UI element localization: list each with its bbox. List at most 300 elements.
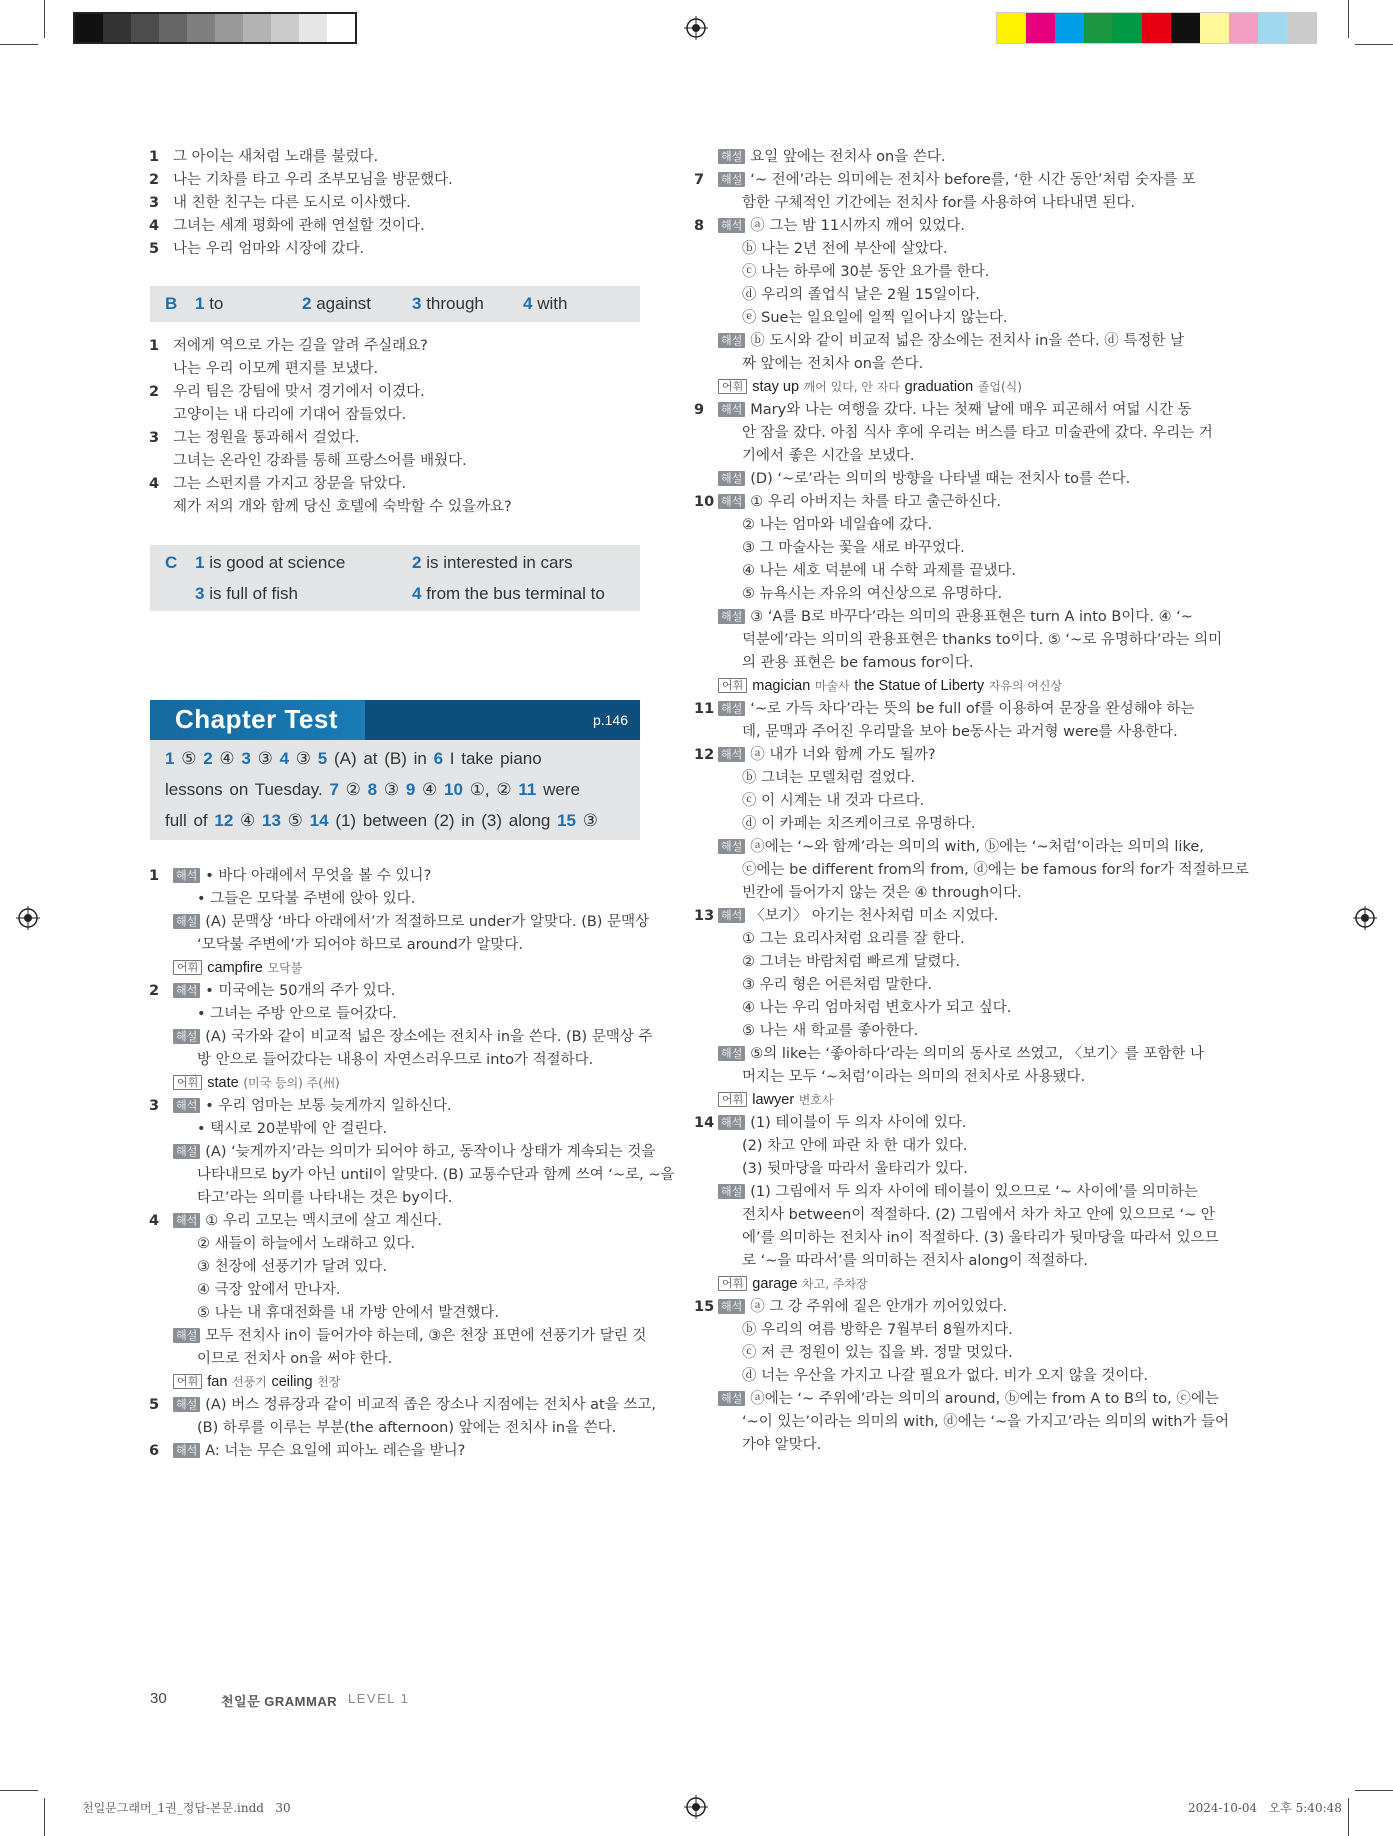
explanation-line: [694, 744, 1194, 767]
line-text: (D) ‘~로’라는 의미의 방향을 나타낼 때는 전치사 to를 쓴다.: [750, 471, 1131, 487]
translation-label: 해석: [718, 747, 745, 762]
answer-number: 9: [405, 780, 416, 799]
translation-label: 해석: [173, 1098, 200, 1113]
list-item: [149, 146, 649, 169]
explanation-label: 해설: [718, 471, 745, 486]
crop-mark: [44, 1798, 45, 1836]
explanation-line: [149, 934, 649, 957]
answer-box-b: [150, 286, 640, 322]
process-color-bar: [996, 12, 1317, 44]
explanation-line: [149, 1279, 649, 1302]
item-number: 4: [149, 476, 160, 492]
explanation-line: [694, 905, 1194, 928]
line-text: Mary와 나는 여행을 갔다. 나는 첫째 날에 매우 피곤해서 여덟 시간 동: [750, 402, 1192, 418]
vocab-gloss: 변호사: [798, 1093, 834, 1107]
answer-item: 3 through: [412, 294, 484, 313]
list-item: [149, 238, 649, 261]
color-swatch: [1258, 13, 1287, 43]
vocab-gloss: 선풍기: [232, 1375, 267, 1389]
answer-value: ③: [295, 749, 312, 768]
explanation-line: [149, 1072, 649, 1095]
explanation-line: [149, 1371, 649, 1394]
answer-number: 5: [317, 749, 328, 768]
line-text: ⓐ 그 강 주위에 짙은 안개가 끼어있었다.: [750, 1299, 1008, 1315]
item-text: 우리 팀은 강팀에 맞서 경기에서 이겼다.: [173, 384, 425, 400]
explanation-line: [694, 629, 1223, 652]
entry-number: 10: [694, 494, 715, 510]
translation-label: 해석: [173, 1213, 200, 1228]
line-text: ‘모닥불 주변에’가 되어야 하므로 around가 알맞다.: [197, 937, 523, 953]
explanation-label: 해설: [718, 149, 745, 164]
answer-value: ⑤: [181, 749, 197, 768]
answer-value: were: [543, 780, 580, 799]
vocab-gloss: 졸업(식): [977, 380, 1022, 394]
line-text: (A) 버스 정류장과 같이 비교적 좁은 장소나 지점에는 전치사 at을 쓰고,: [205, 1397, 656, 1413]
explanation-line: [694, 192, 1194, 215]
chapter-test-page: p.146: [592, 712, 628, 728]
line-text: (1) 그림에서 두 의자 사이에 테이블이 있으므로 ‘~ 사이에’를 의미하는: [750, 1184, 1198, 1200]
answer-value: ⑤: [287, 811, 303, 830]
box-letter: B: [165, 294, 178, 313]
line-text: ⓑ 그녀는 모델처럼 걸었다.: [742, 770, 916, 786]
explanation-line: [149, 1049, 649, 1072]
answer-value: ④: [240, 811, 256, 830]
explanation-line: [694, 468, 1194, 491]
translation-label: 해석: [173, 983, 200, 998]
item-number: 4: [149, 218, 160, 234]
entry-number: 9: [694, 402, 705, 418]
entry-number: 7: [694, 172, 705, 188]
color-swatch: [1055, 13, 1084, 43]
entry-number: 13: [694, 908, 715, 924]
explanation-line: [149, 1440, 649, 1463]
box-letter: C: [165, 553, 178, 572]
item-number: 3: [149, 430, 160, 446]
answer-list-b: [149, 335, 649, 519]
explanation-line: [149, 1256, 649, 1279]
line-text: ⓑ 도시와 같이 비교적 넓은 장소에는 전치사 in을 쓴다. ⓓ 특정한 날: [750, 333, 1184, 349]
explanation-label: 해설: [173, 1144, 200, 1159]
answer-number: 6: [433, 749, 444, 768]
registration-mark-icon: [1353, 906, 1377, 930]
answer-number: 10: [444, 780, 463, 799]
item-text: 저에게 역으로 가는 길을 알려 주실래요?: [173, 338, 428, 354]
entry-number: 12: [694, 747, 715, 763]
vocab-label: 어휘: [718, 379, 747, 394]
explanation-line: [694, 238, 1194, 261]
item-text: 그는 스펀지를 가지고 창문을 닦았다.: [173, 476, 407, 492]
line-text: ⑤ 뉴욕시는 자유의 여신상으로 유명하다.: [742, 586, 1003, 602]
explanation-line: [694, 974, 1194, 997]
item-text: 고양이는 내 다리에 기대어 잠들었다.: [173, 407, 407, 423]
explanation-line: [694, 1112, 1194, 1135]
line-text: ⓐ 내가 너와 함께 가도 될까?: [750, 747, 936, 763]
answer-number: 15: [557, 811, 577, 830]
entry-number: 5: [149, 1397, 160, 1413]
entry-number: 6: [149, 1443, 160, 1459]
item-text: 제가 저의 개와 함께 당신 호텔에 숙박할 수 있을까요?: [173, 499, 512, 515]
explanation-line: [149, 1164, 675, 1187]
explanation-line: [149, 865, 649, 888]
line-text: ② 새들이 하늘에서 노래하고 있다.: [197, 1236, 416, 1252]
line-text: ⑤의 like는 ‘좋아하다’라는 의미의 동사로 쓰였고, 〈보기〉를 포함한 나: [750, 1046, 1204, 1062]
vocab-word: ceiling: [271, 1374, 313, 1390]
list-item: [149, 215, 649, 238]
explanation-line: [149, 980, 649, 1003]
item-text: 나는 우리 이모께 편지를 보냈다.: [173, 361, 379, 377]
registration-mark-icon: [16, 906, 40, 930]
vocab-word: the Statue of Liberty: [854, 678, 985, 694]
list-item: [149, 169, 649, 192]
entry-number: 1: [149, 868, 160, 884]
translation-label: 해석: [718, 908, 745, 923]
line-text: ‘~로 가득 차다’라는 뜻의 be full of를 이용하여 문장을 완성해야 하는: [750, 701, 1195, 717]
entry-number: 15: [694, 1299, 715, 1315]
color-swatch: [1229, 13, 1258, 43]
line-text: (A) 국가와 같이 비교적 넓은 장소에는 전치사 in을 쓴다. (B) 문맥상 주: [205, 1029, 653, 1045]
line-text: ④ 극장 앞에서 만나자.: [197, 1282, 341, 1298]
translation-label: 해석: [718, 494, 745, 509]
explanation-line: [694, 1204, 1215, 1227]
line-text: ⓒ에는 be different from의 from, ⓓ에는 be famous for의 for가 적절하므로: [742, 862, 1249, 878]
line-text: A: 너는 무슨 요일에 피아노 레슨을 받니?: [205, 1443, 466, 1459]
line-text: ⑤ 나는 내 휴대전화를 내 가방 안에서 발견했다.: [197, 1305, 499, 1321]
vocab-gloss: 깨어 있다, 안 자다: [803, 380, 901, 394]
line-text: ⓑ 나는 2년 전에 부산에 살았다.: [742, 241, 948, 257]
list-item: [149, 358, 649, 381]
line-text: • 그들은 모닥불 주변에 앉아 있다.: [197, 891, 416, 907]
vocab-word: garage: [752, 1276, 798, 1292]
crop-mark: [0, 1790, 38, 1791]
explanation-line: [694, 1158, 1194, 1181]
explanation-line: [694, 813, 1194, 836]
vocab-word: stay up: [752, 379, 800, 395]
explanation-line: [694, 1411, 1230, 1434]
explanation-line: [694, 353, 1194, 376]
line-text: ⓓ 이 카페는 치즈케이크로 유명하다.: [742, 816, 976, 832]
line-text: ⓒ 이 시계는 내 것과 다르다.: [742, 793, 925, 809]
answer-value: ①, ②: [469, 780, 512, 799]
explanation-line: [149, 888, 649, 911]
explanation-line: [149, 911, 649, 934]
entry-number: 2: [149, 983, 160, 999]
line-text: ⓔ Sue는 일요일에 일찍 일어나지 않는다.: [742, 310, 1008, 326]
color-swatch: [1171, 13, 1200, 43]
vocab-label: 어휘: [718, 678, 747, 693]
crop-mark: [1355, 1790, 1393, 1791]
item-text: 그녀는 온라인 강좌를 통해 프랑스어를 배웠다.: [173, 453, 467, 469]
explanation-line: [694, 928, 1194, 951]
explanation-label: 해설: [173, 1397, 200, 1412]
crop-mark: [1348, 1798, 1349, 1836]
registration-mark-icon: [684, 1795, 708, 1819]
explanation-line: [694, 1181, 1198, 1204]
line-text: ⓐ에는 ‘~ 주위에’라는 의미의 around, ⓑ에는 from A to B의 to, ⓒ에는: [750, 1391, 1219, 1407]
explanation-line: [694, 399, 1194, 422]
explanation-label: 해설: [718, 172, 745, 187]
line-text: (A) 문맥상 ‘바다 아래에서’가 적절하므로 under가 알맞다. (B) 문맥상: [205, 914, 650, 930]
entry-number: 4: [149, 1213, 160, 1229]
list-item: [149, 473, 649, 496]
explanation-line: [694, 1227, 1219, 1250]
answer-number: 8: [367, 780, 378, 799]
explanations-right: [694, 146, 1249, 1457]
print-slug-time: 2024-10-04 오후 5:40:48: [1188, 1801, 1342, 1815]
color-swatch: [997, 13, 1026, 43]
explanation-line: [694, 215, 1194, 238]
explanation-line: [694, 146, 1194, 169]
explanation-line: [694, 261, 1194, 284]
line-text: 타고’라는 의미를 나타내는 것은 by이다.: [197, 1190, 453, 1206]
answer-item: 2 is interested in cars: [412, 553, 573, 572]
footer-brand: 천일문 GRAMMAR: [221, 1694, 338, 1709]
vocab-gloss: 차고, 주차장: [802, 1277, 868, 1291]
answer-value: ③: [383, 780, 400, 799]
line-text: 요일 앞에는 전치사 on을 쓴다.: [750, 149, 946, 165]
list-item: [149, 381, 649, 404]
entry-number: 3: [149, 1098, 160, 1114]
explanation-line: [694, 767, 1194, 790]
gray-swatch: [327, 14, 355, 42]
explanation-line: [694, 1066, 1194, 1089]
list-item: [149, 404, 649, 427]
line-text: ⓓ 너는 우산을 가지고 나갈 필요가 없다. 비가 오지 않을 것이다.: [742, 1368, 1148, 1384]
explanation-line: [149, 1187, 649, 1210]
line-text: 방 안으로 들어갔다는 내용이 자연스러우므로 into가 적절하다.: [197, 1052, 594, 1068]
vocab-label: 어휘: [173, 960, 202, 975]
line-text: ④ 나는 세호 덕분에 내 수학 과제를 끝냈다.: [742, 563, 1016, 579]
answer-row: [165, 749, 542, 769]
entry-number: 11: [694, 701, 715, 717]
line-text: ⓓ 우리의 졸업식 날은 2월 15일이다.: [742, 287, 980, 303]
vocab-gloss: 자유의 여신상: [988, 679, 1063, 693]
list-item: [149, 496, 649, 519]
color-swatch: [1113, 13, 1142, 43]
gray-swatch: [103, 14, 131, 42]
chapter-test-answers: [150, 740, 640, 840]
answer-number: 12: [214, 811, 234, 830]
explanation-label: 해설: [718, 839, 745, 854]
page-number: 30: [150, 1690, 167, 1707]
list-item: [149, 427, 649, 450]
crop-mark: [1355, 44, 1393, 45]
translation-label: 해석: [173, 1443, 200, 1458]
answer-item: 1 is good at science: [195, 553, 346, 572]
color-swatch: [1287, 13, 1316, 43]
explanation-line: [694, 491, 1194, 514]
explanation-line: [149, 1026, 653, 1049]
line-text: 나타내므로 by가 아닌 until이 알맞다. (B) 교통수단과 함께 쓰여 ‘~로, ~을: [197, 1167, 675, 1183]
vocab-gloss: (미국 등의) 주(州): [243, 1076, 340, 1090]
answer-value: (A) at (B) in: [333, 749, 427, 768]
explanation-line: [149, 1233, 649, 1256]
line-text: (3) 뒷마당을 따라서 울타리가 있다.: [742, 1161, 968, 1177]
line-text: 이므로 전치사 on을 써야 한다.: [197, 1351, 393, 1367]
gray-swatch: [243, 14, 271, 42]
registration-mark-icon: [684, 16, 708, 40]
explanation-line: [694, 537, 1194, 560]
explanation-line: [694, 1296, 1194, 1319]
line-text: (2) 차고 안에 파란 차 한 대가 있다.: [742, 1138, 968, 1154]
explanation-label: 해설: [173, 1328, 200, 1343]
answer-value: ④: [422, 780, 438, 799]
vocab-word: fan: [207, 1374, 228, 1390]
explanation-line: [694, 790, 1194, 813]
explanation-line: [694, 652, 1194, 675]
line-text: ② 나는 엄마와 네일숍에 갔다.: [742, 517, 933, 533]
item-number: 3: [149, 195, 160, 211]
vocab-word: graduation: [904, 379, 974, 395]
answer-number: 11: [518, 780, 537, 799]
line-text: ① 우리 아버지는 차를 타고 출근하신다.: [750, 494, 1002, 510]
explanation-line: [694, 1342, 1194, 1365]
vocab-word: campfire: [207, 960, 263, 976]
line-text: 덕분에’라는 의미의 관용표현은 thanks to이다. ⑤ ‘~로 유명하다’라는 의미: [742, 632, 1223, 648]
color-swatch: [1142, 13, 1171, 43]
vocab-label: 어휘: [718, 1276, 747, 1291]
item-text: 그녀는 세계 평화에 관해 연설할 것이다.: [173, 218, 425, 234]
explanation-line: [694, 445, 1194, 468]
explanation-line: [694, 330, 1194, 353]
explanation-line: [694, 583, 1194, 606]
line-text: 짜 앞에는 전치사 on을 쓴다.: [742, 356, 924, 372]
line-text: 빈칸에 들어가지 않는 것은 ④ through이다.: [742, 885, 1022, 901]
vocab-gloss: 모닥불: [267, 961, 303, 975]
answer-item: 1 to: [195, 294, 224, 313]
explanation-line: [694, 376, 1194, 399]
answer-item: 2 against: [302, 294, 372, 313]
line-text: ③ 우리 형은 어른처럼 말한다.: [742, 977, 933, 993]
answer-value: (1) between (2) in (3) along: [335, 811, 551, 830]
answer-value: full of: [165, 811, 208, 830]
vocab-label: 어휘: [173, 1075, 202, 1090]
answer-row: [165, 780, 580, 800]
vocab-word: magician: [752, 678, 811, 694]
vocab-word: state: [207, 1075, 239, 1091]
crop-mark: [1348, 0, 1349, 38]
explanations-left: [149, 865, 675, 1463]
explanation-line: [694, 422, 1213, 445]
answer-value: ③: [257, 749, 273, 768]
answer-number: 1: [165, 749, 175, 768]
gray-swatch: [215, 14, 243, 42]
explanation-line: [694, 882, 1194, 905]
explanation-line: [149, 1118, 649, 1141]
explanation-line: [149, 1210, 649, 1233]
answer-row: [165, 811, 598, 831]
answer-value: ④: [219, 749, 235, 768]
line-text: 기에서 좋은 시간을 보냈다.: [742, 448, 915, 464]
explanation-line: [694, 169, 1194, 192]
vocab-gloss: 천장: [317, 1375, 341, 1389]
line-text: 전치사 between이 적절하다. (2) 그림에서 차가 차고 안에 있으므로 ‘~ 안: [742, 1207, 1215, 1223]
answer-item: 4 from the bus terminal to: [412, 584, 605, 603]
line-text: 모두 전치사 in이 들어가야 하는데, ③은 천장 표면에 선풍기가 달린 것: [205, 1328, 647, 1344]
line-text: ‘~ 전에’라는 의미에는 전치사 before를, ‘한 시간 동안’처럼 숫자를 포: [750, 172, 1196, 188]
item-text: 그 아이는 새처럼 노래를 불렀다.: [173, 149, 379, 165]
line-text: • 택시로 20분밖에 안 걸린다.: [197, 1121, 388, 1137]
line-text: • 미국에는 50개의 주가 있다.: [205, 983, 396, 999]
line-text: ③ 천장에 선풍기가 달려 있다.: [197, 1259, 388, 1275]
grayscale-color-bar: [73, 12, 357, 44]
explanation-line: [694, 1365, 1194, 1388]
line-text: 안 잠을 잤다. 아침 식사 후에 우리는 버스를 타고 미술관에 갔다. 우리는 거: [742, 425, 1213, 441]
line-text: ① 그는 요리사처럼 요리를 잘 한다.: [742, 931, 965, 947]
crop-mark: [44, 0, 45, 38]
translation-label: 해석: [718, 1299, 745, 1314]
item-text: 그는 정원을 통과해서 걸었다.: [173, 430, 360, 446]
explanation-line: [694, 675, 1194, 698]
explanation-line: [694, 836, 1204, 859]
line-text: 〈보기〉 아기는 천사처럼 미소 지었다.: [750, 908, 999, 924]
explanation-line: [694, 951, 1194, 974]
explanation-line: [694, 514, 1194, 537]
vocab-label: 어휘: [718, 1092, 747, 1107]
answer-list-a: [149, 146, 649, 261]
item-text: 내 친한 친구는 다른 도시로 이사했다.: [173, 195, 411, 211]
item-number: 2: [149, 384, 160, 400]
item-text: 나는 우리 엄마와 시장에 갔다.: [173, 241, 365, 257]
explanation-line: [149, 1325, 649, 1348]
explanation-line: [149, 1394, 656, 1417]
list-item: [149, 192, 649, 215]
answer-number: 7: [329, 780, 339, 799]
line-text: ⓒ 저 큰 정원이 있는 집을 봐. 정말 멋있다.: [742, 1345, 1013, 1361]
gray-swatch: [271, 14, 299, 42]
explanation-line: [694, 606, 1194, 629]
translation-label: 해석: [718, 1115, 745, 1130]
explanation-label: 해설: [718, 333, 745, 348]
line-text: 가야 알맞다.: [742, 1437, 822, 1453]
translation-label: 해석: [173, 868, 200, 883]
chapter-test-header: [150, 700, 640, 740]
explanation-line: [694, 721, 1194, 744]
explanation-line: [694, 307, 1194, 330]
crop-mark: [0, 44, 38, 45]
color-swatch: [1084, 13, 1113, 43]
answer-number: 4: [279, 749, 290, 768]
line-text: 의 관용 표현은 be famous for이다.: [742, 655, 974, 671]
explanation-line: [694, 1020, 1194, 1043]
answer-number: 14: [309, 811, 329, 830]
line-text: 머지는 모두 ‘~처럼’이라는 의미의 전치사로 사용됐다.: [742, 1069, 1086, 1085]
gray-swatch: [75, 14, 103, 42]
line-text: ⑤ 나는 새 학교를 좋아한다.: [742, 1023, 919, 1039]
explanation-label: 해설: [173, 914, 200, 929]
item-number: 5: [149, 241, 160, 257]
explanation-line: [149, 957, 649, 980]
gray-swatch: [299, 14, 327, 42]
answer-item: 3 is full of fish: [195, 584, 299, 603]
explanation-line: [149, 1141, 656, 1164]
explanation-line: [694, 1043, 1204, 1066]
explanation-line: [694, 1319, 1194, 1342]
explanation-line: [149, 1302, 649, 1325]
explanation-line: [694, 1434, 1194, 1457]
print-slug-file: 천일문그래머_1권_정답-본문.indd 30: [82, 1801, 291, 1815]
explanation-line: [694, 698, 1194, 721]
explanation-line: [149, 1003, 649, 1026]
entry-number: 8: [694, 218, 705, 234]
line-text: (B) 하루를 이루는 부분(the afternoon) 앞에는 전치사 in을 쓴다.: [197, 1420, 617, 1436]
line-text: ⓐ 그는 밤 11시까지 깨어 있었다.: [750, 218, 965, 234]
answer-value: lessons on Tuesday.: [165, 780, 323, 799]
explanation-label: 해설: [718, 701, 745, 716]
answer-value: ③: [582, 811, 598, 830]
answer-number: 2: [203, 749, 213, 768]
explanation-line: [694, 997, 1194, 1020]
explanation-label: 해설: [718, 1184, 745, 1199]
